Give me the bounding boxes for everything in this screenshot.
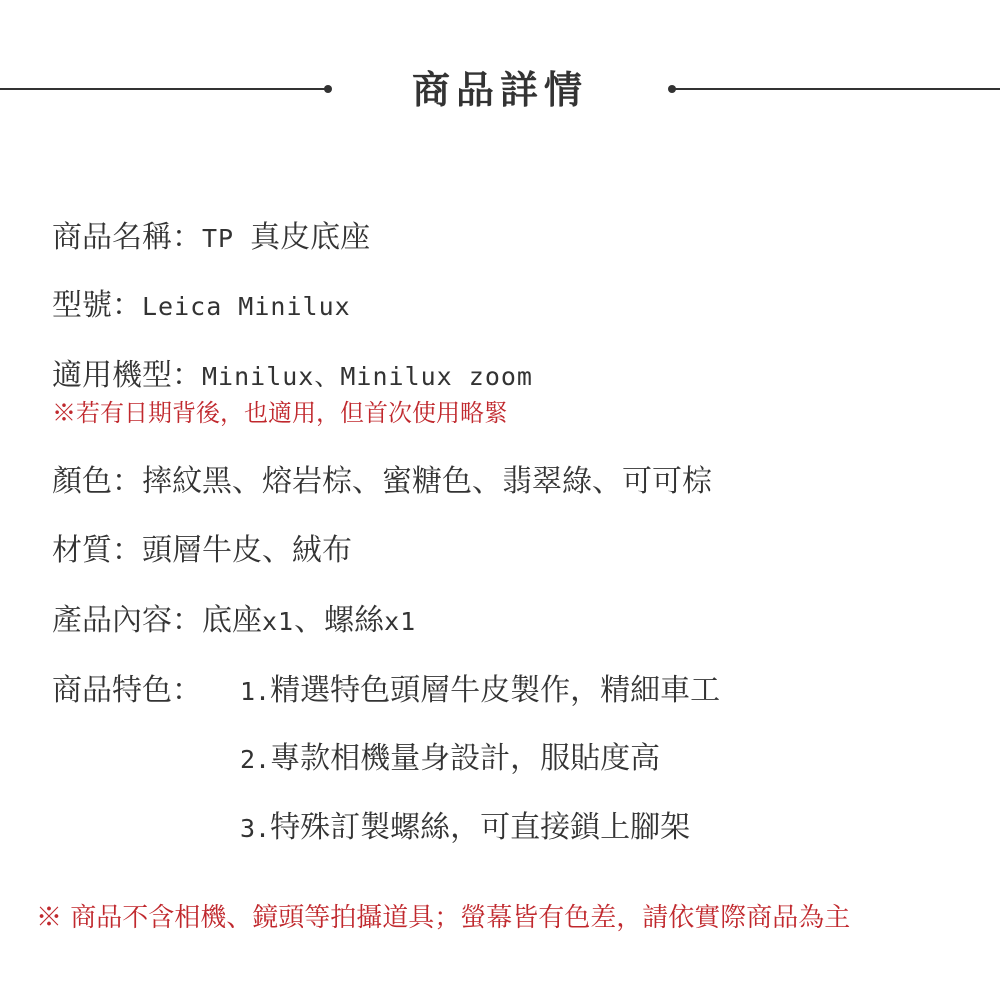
- detail-value: Leica Minilux: [142, 292, 351, 321]
- detail-value: 頭層牛皮、絨布: [142, 533, 352, 568]
- feature-number: 3.: [240, 814, 271, 843]
- detail-value: 真皮底座: [250, 220, 371, 255]
- feature-item: [240, 739, 660, 780]
- section-header: [0, 62, 1000, 118]
- contents-item-a: 底座: [202, 603, 262, 638]
- detail-value: 摔紋黑、熔岩棕、蜜糖色、翡翠綠、可可棕: [142, 464, 712, 499]
- feature-item: [240, 808, 690, 849]
- detail-label: 材質：: [52, 533, 142, 568]
- feature-text: 專款相機量身設計，服貼度高: [270, 741, 661, 776]
- disclaimer-note: ※ 商品不含相機、鏡頭等拍攝道具；螢幕皆有色差，請依實際商品為主: [36, 903, 851, 933]
- detail-features-label: 商品特色：: [52, 673, 202, 708]
- compat-note: ※若有日期背後，也適用，但首次使用略緊: [52, 399, 508, 427]
- detail-label: 產品內容：: [52, 603, 202, 638]
- detail-label: 適用機型：: [52, 358, 202, 393]
- header-dot-left: [324, 85, 332, 93]
- page-title: 商品詳情: [411, 67, 588, 112]
- contents-item-a-qty: x1: [262, 607, 295, 636]
- detail-label: 顏色：: [52, 464, 142, 499]
- detail-label: 型號：: [52, 288, 142, 323]
- detail-value: Minilux、Minilux zoom: [202, 362, 533, 391]
- contents-item-b-qty: x1: [384, 607, 417, 636]
- feature-text: 精選特色頭層牛皮製作，精細車工: [270, 673, 721, 708]
- detail-value-latin: TP: [202, 224, 251, 253]
- detail-product-name: [52, 218, 370, 259]
- header-rule-right: [672, 88, 1000, 90]
- feature-number: 1.: [240, 677, 271, 706]
- detail-label: 商品名稱：: [52, 220, 202, 255]
- detail-contents: [52, 601, 416, 642]
- contents-item-b: 螺絲: [324, 603, 385, 638]
- detail-material: [52, 531, 352, 571]
- contents-separator: 、: [294, 603, 325, 638]
- feature-text: 特殊訂製螺絲，可直接鎖上腳架: [270, 810, 691, 845]
- feature-item: [240, 671, 720, 712]
- detail-compatible-models: [52, 356, 533, 397]
- detail-model: [52, 286, 351, 327]
- detail-color: [52, 462, 712, 502]
- header-rule-left: [0, 88, 328, 90]
- feature-number: 2.: [240, 745, 271, 774]
